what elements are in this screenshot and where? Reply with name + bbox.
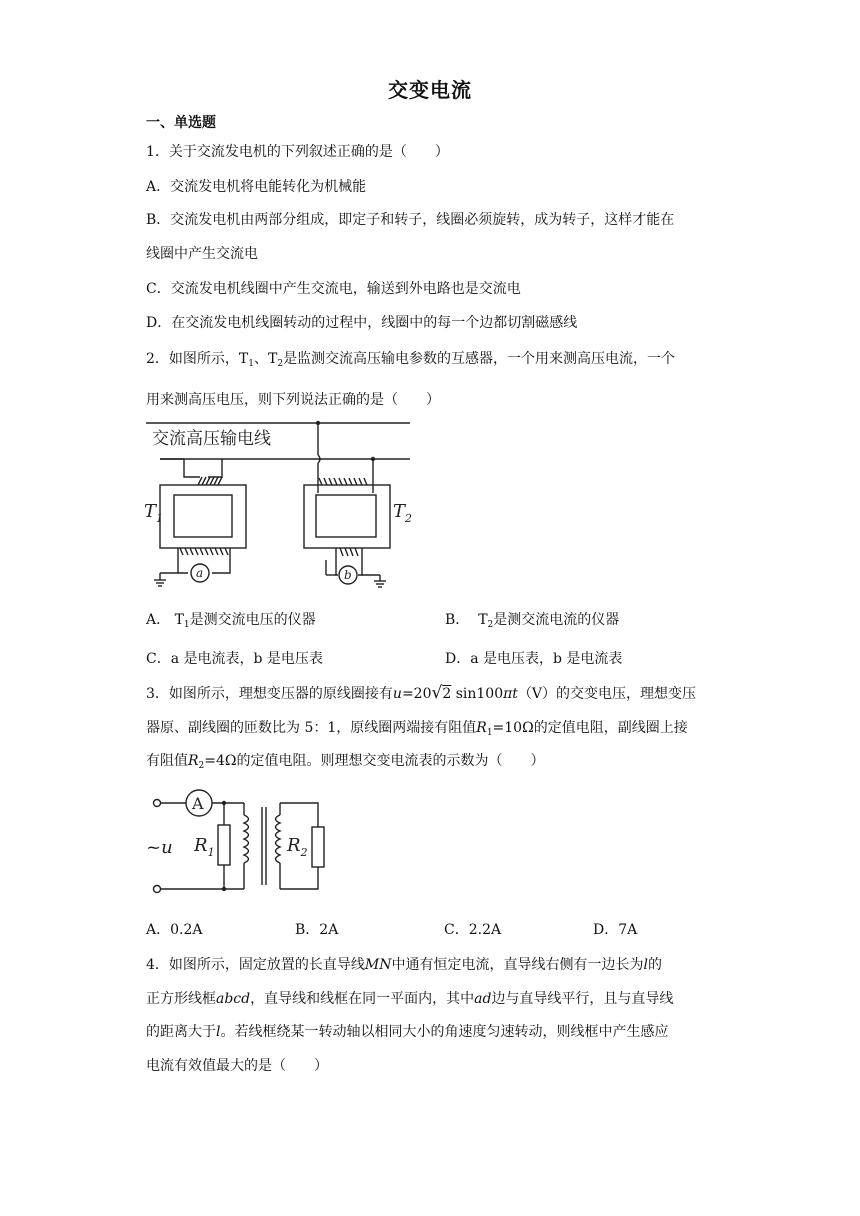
q2-option-b: B． $T_2$是测交流电流的仪器 <box>445 612 620 630</box>
q1-option-b-line2: 线圈中产生交流电 <box>146 246 258 262</box>
q3-option-d: D．7A <box>593 922 638 938</box>
q2-stem-line2: 用来测高压电压，则下列说法正确的是（ ） <box>146 392 440 408</box>
q2-figure-t2-label: $T_2$ <box>393 501 413 525</box>
q3-r2-label: $R_2$ <box>287 835 308 859</box>
q2-figure-t1-label: $T_1$ <box>144 501 164 525</box>
q2-figure-meter-b: b <box>344 568 352 582</box>
q1-option-d: D．在交流发电机线圈转动的过程中，线圈中的每一个边都切割磁感线 <box>146 315 578 331</box>
q4-stem-line3: 的距离大于l。若线框绕某一转动轴以相同大小的角速度匀速转动，则线框中产生感应 <box>146 1024 669 1040</box>
q3-ammeter-label: A <box>192 794 204 813</box>
q3-option-c: C．2.2A <box>444 922 502 938</box>
q1-option-a: A．交流发电机将电能转化为机械能 <box>146 179 367 195</box>
q2-option-d: D．a 是电压表，b 是电流表 <box>445 651 623 667</box>
q3-stem-line2: 器原、副线圈的匝数比为 5：1，原线圈两端接有阻值$R_1=10\Omega$的定值电阻，副线圈上接 <box>146 720 688 738</box>
q4-stem-line4: 电流有效值最大的是（ ） <box>146 1058 328 1074</box>
q2-option-c: C．a 是电流表，b 是电压表 <box>146 651 323 667</box>
q4-stem-line1: 4．如图所示，固定放置的长直导线MN中通有恒定电流，直导线右侧有一边长为l的 <box>146 957 662 973</box>
q2-transformer-figure <box>140 415 420 590</box>
q2-option-a: A． $T_1$是测交流电压的仪器 <box>146 612 316 630</box>
q3-source-label: ~u <box>146 837 173 858</box>
q1-stem: 1．关于交流发电机的下列叙述正确的是（ ） <box>146 144 449 160</box>
q3-option-b: B．2A <box>295 922 339 938</box>
q3-r1-label: $R_1$ <box>194 835 215 859</box>
q2-stem-line1: 2．如图所示，$T_1$、$T_2$是监测交流高压输电参数的互感器，一个用来测高压电流，一个 <box>146 351 676 369</box>
page-title: 交变电流 <box>388 78 472 102</box>
q4-stem-line2: 正方形线框abcd，直导线和线框在同一平面内，其中ad边与直导线平行，且与直导线 <box>146 991 674 1007</box>
q1-option-c: C．交流发电机线圈中产生交流电，输送到外电路也是交流电 <box>146 281 521 297</box>
q3-stem-line3: 有阻值$R_2=4\Omega$的定值电阻。则理想交变电流表的示数为（ ） <box>146 753 545 771</box>
q2-figure-meter-a: a <box>196 566 204 580</box>
q1-option-b-line1: B．交流发电机由两部分组成，即定子和转子，线圈必须旋转，成为转子，这样才能在 <box>146 212 675 228</box>
section-heading: 一、单选题 <box>146 115 216 131</box>
q2-figure-line-label: 交流高压输电线 <box>152 429 271 449</box>
q3-circuit-figure <box>140 785 340 905</box>
q3-stem-line1: 3．如图所示，理想变压器的原线圈接有u=20√2 sin100πt（V）的交变电压，理想变压 <box>146 683 697 703</box>
q3-option-a: A．0.2A <box>146 922 203 938</box>
